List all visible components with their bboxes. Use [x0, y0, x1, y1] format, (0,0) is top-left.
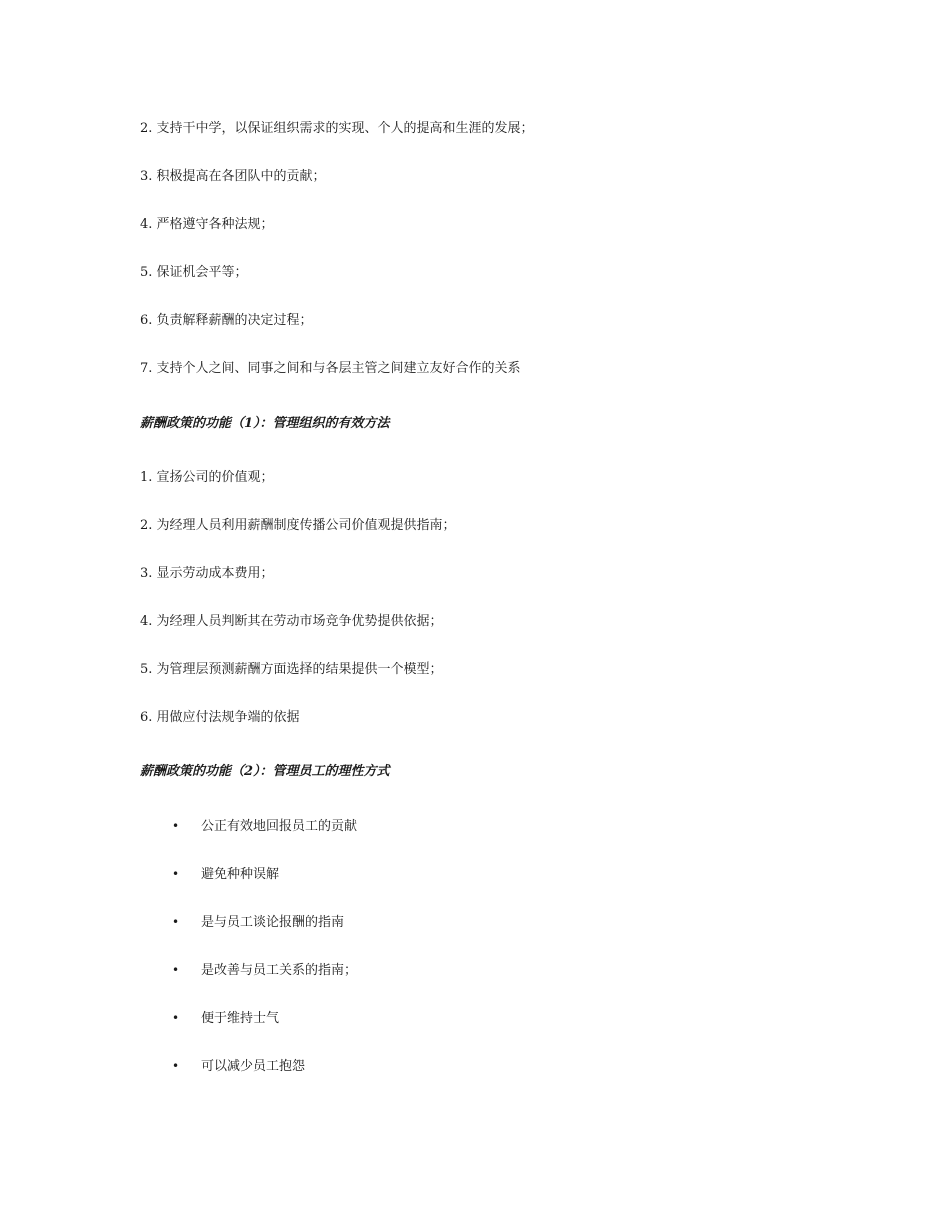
- bullet-icon: •: [172, 819, 180, 833]
- section-heading: 薪酬政策的功能（2）：管理员工的理性方式: [140, 764, 390, 779]
- list-item: 5. 保证机会平等；: [140, 265, 248, 280]
- bullet-list-item: [172, 1057, 305, 1076]
- bullet-text: 可以减少员工抱怨: [201, 1059, 306, 1074]
- list-item: 3. 积极提高在各团队中的贡献；: [140, 169, 326, 184]
- bullet-list-item: [172, 1009, 279, 1028]
- list-item: 6. 用做应付法规争端的依据: [140, 710, 300, 725]
- bullet-text: 避免种种误解: [201, 867, 280, 882]
- section-heading: 薪酬政策的功能（1）：管理组织的有效方法: [140, 416, 390, 431]
- bullet-icon: •: [172, 867, 180, 881]
- bullet-text: 公正有效地回报员工的贡献: [201, 819, 358, 834]
- list-item: 3. 显示劳动成本费用；: [140, 566, 274, 581]
- bullet-text: 便于维持士气: [201, 1011, 280, 1026]
- bullet-icon: •: [172, 963, 180, 977]
- bullet-list-item: [172, 913, 344, 932]
- list-item: 1. 宣扬公司的价值观；: [140, 470, 274, 485]
- bullet-list-item: [172, 817, 357, 836]
- bullet-icon: •: [172, 1059, 180, 1073]
- list-item: 4. 严格遵守各种法规；: [140, 217, 274, 232]
- bullet-list-item: [172, 865, 279, 884]
- bullet-text: 是改善与员工关系的指南；: [201, 963, 358, 978]
- bullet-list-item: [172, 961, 357, 980]
- list-item: 2. 支持干中学，以保证组织需求的实现、个人的提高和生涯的发展；: [140, 121, 534, 136]
- list-item: 7. 支持个人之间、同事之间和与各层主管之间建立友好合作的关系: [140, 361, 521, 376]
- list-item: 2. 为经理人员利用薪酬制度传播公司价值观提供指南；: [140, 518, 456, 533]
- bullet-icon: •: [172, 1011, 180, 1025]
- list-item: 6. 负责解释薪酬的决定过程；: [140, 313, 313, 328]
- bullet-text: 是与员工谈论报酬的指南: [201, 915, 345, 930]
- list-item: 4. 为经理人员判断其在劳动市场竞争优势提供依据；: [140, 614, 443, 629]
- list-item: 5. 为管理层预测薪酬方面选择的结果提供一个模型；: [140, 662, 443, 677]
- bullet-icon: •: [172, 915, 180, 929]
